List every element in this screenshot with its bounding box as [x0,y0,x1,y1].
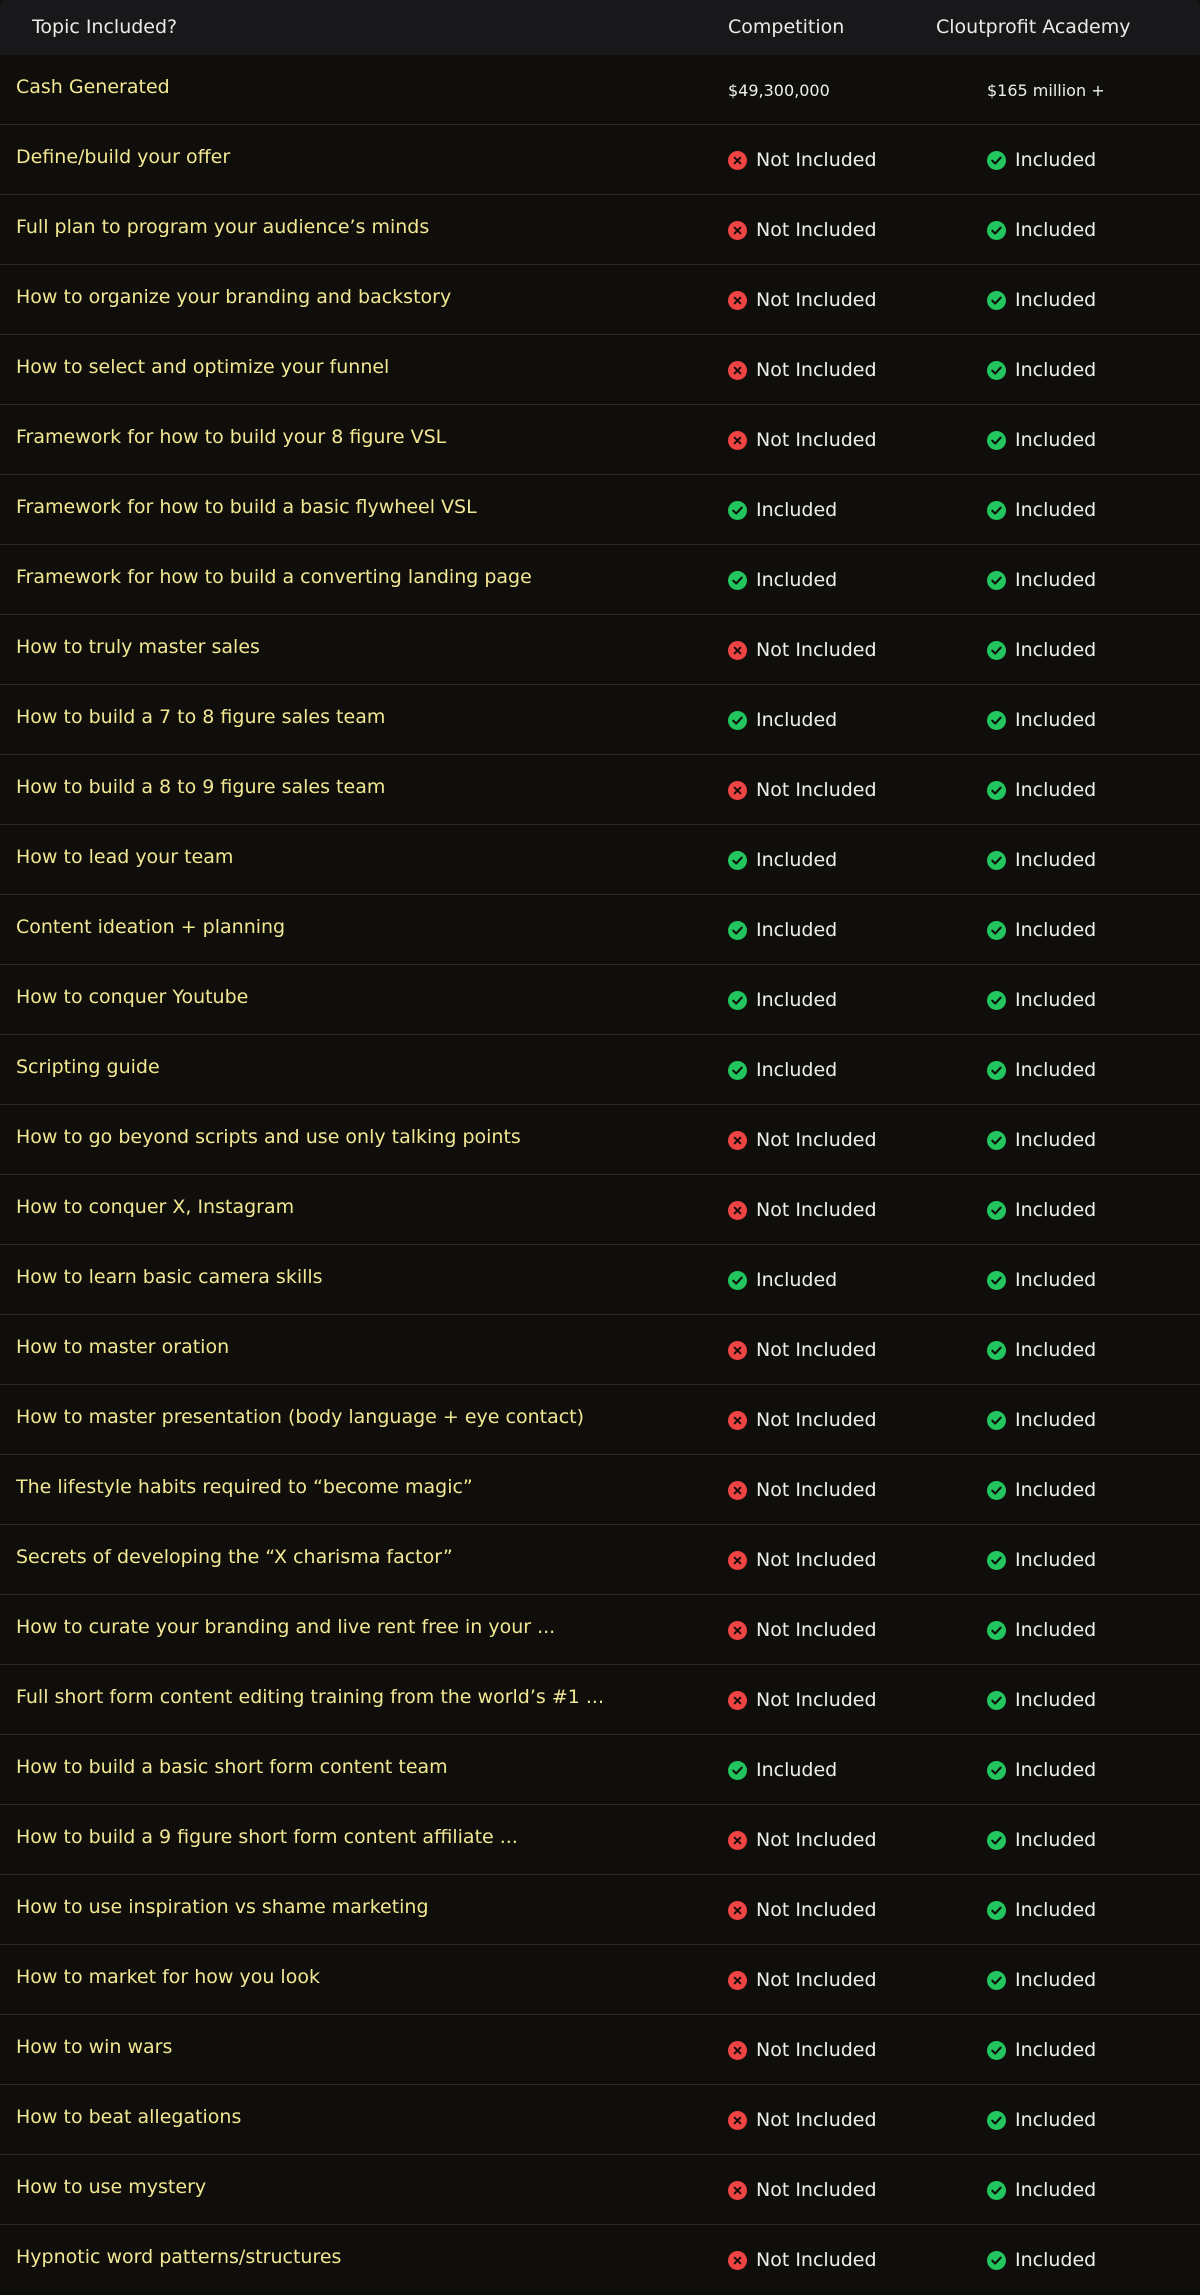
check-circle-icon [987,291,1006,310]
table-row [0,544,1200,614]
table-row [0,1104,1200,1174]
academy-status [987,358,1096,382]
x-circle-icon [728,641,747,660]
row-topic: Full plan to program your audience’s minds [16,216,430,238]
status-label: Included [1015,1829,1097,1851]
cash-generated-row [0,55,1200,124]
academy-status [987,1758,1096,1782]
x-circle-icon [728,431,747,450]
row-topic: How to master oration [16,1336,230,1358]
competition-status [728,2038,877,2062]
check-circle-icon [987,571,1006,590]
check-circle-icon [728,571,747,590]
x-circle-icon [728,1691,747,1710]
status-label: Included [756,499,838,521]
status-label: Not Included [756,1829,877,1851]
competition-status [728,1408,877,1432]
check-circle-icon [987,1971,1006,1990]
table-row [0,754,1200,824]
check-circle-icon [987,1341,1006,1360]
academy-status [987,1198,1096,1222]
check-circle-icon [987,2181,1006,2200]
status-label: Included [1015,1619,1097,1641]
table-row [0,334,1200,404]
check-circle-icon [987,1551,1006,1570]
competition-status [728,1128,877,1152]
competition-status [728,988,837,1012]
row-topic: How to use mystery [16,2176,207,2198]
x-circle-icon [728,151,747,170]
status-label: Included [1015,1269,1097,1291]
check-circle-icon [728,1061,747,1080]
row-topic: Framework for how to build a converting landing page [16,566,532,588]
status-label: Included [1015,1199,1097,1221]
table-row [0,1384,1200,1454]
check-circle-icon [987,1131,1006,1150]
row-topic: Cash Generated [16,76,170,98]
status-label: Not Included [756,359,877,381]
competition-status [728,2108,877,2132]
row-topic: How to master presentation (body language + eye contact) [16,1406,585,1428]
competition-status [728,498,837,522]
status-label: Not Included [756,289,877,311]
academy-status [987,1128,1096,1152]
academy-status [987,988,1096,1012]
x-circle-icon [728,1831,747,1850]
competition-status [728,638,877,662]
table-row [0,124,1200,194]
status-label: Not Included [756,1199,877,1221]
competition-status [728,288,877,312]
competition-status [728,1688,877,1712]
row-topic: How to truly master sales [16,636,260,658]
status-label: Included [1015,2109,1097,2131]
row-topic: How to beat allegations [16,2106,242,2128]
competition-status [728,428,877,452]
status-label: Included [756,989,838,1011]
table-row [0,474,1200,544]
check-circle-icon [987,711,1006,730]
table-row [0,1314,1200,1384]
status-label: Included [1015,2039,1097,2061]
header-academy: Cloutprofit Academy [936,16,1131,38]
check-circle-icon [987,151,1006,170]
x-circle-icon [728,1341,747,1360]
table-row [0,684,1200,754]
status-label: Not Included [756,639,877,661]
status-label: Included [756,849,838,871]
table-row [0,1524,1200,1594]
competition-status [728,1758,837,1782]
check-circle-icon [987,1061,1006,1080]
table-row [0,1804,1200,1874]
competition-status [728,1058,837,1082]
academy-status [987,568,1096,592]
check-circle-icon [987,1831,1006,1850]
row-topic: Full short form content editing training from the world’s #1 ... [16,1686,604,1708]
status-label: Included [1015,1899,1097,1921]
check-circle-icon [987,2041,1006,2060]
academy-status [987,2108,1096,2132]
header-competition: Competition [728,16,845,38]
competition-status [728,218,877,242]
competition-status [728,148,877,172]
competition-cash-value: $49,300,000 [728,80,830,100]
check-circle-icon [987,1761,1006,1780]
status-label: Included [756,709,838,731]
status-label: Included [1015,359,1097,381]
check-circle-icon [728,711,747,730]
academy-status [987,778,1096,802]
header-topic: Topic Included? [32,16,178,38]
academy-status [987,2178,1096,2202]
academy-status [987,708,1096,732]
table-row [0,824,1200,894]
academy-status [987,288,1096,312]
check-circle-icon [987,1201,1006,1220]
academy-status [987,1058,1096,1082]
status-label: Included [1015,1339,1097,1361]
table-row [0,894,1200,964]
row-topic: How to build a 7 to 8 figure sales team [16,706,386,728]
check-circle-icon [728,991,747,1010]
x-circle-icon [728,1481,747,1500]
table-row [0,2014,1200,2084]
check-circle-icon [987,991,1006,1010]
row-topic: How to build a 8 to 9 figure sales team [16,776,386,798]
check-circle-icon [987,431,1006,450]
status-label: Included [1015,779,1097,801]
academy-status [987,1618,1096,1642]
check-circle-icon [987,781,1006,800]
row-topic: How to build a basic short form content team [16,1756,448,1778]
competition-status [728,1828,877,1852]
row-topic: How to conquer X, Instagram [16,1196,295,1218]
status-label: Not Included [756,219,877,241]
academy-status [987,218,1096,242]
row-topic: How to learn basic camera skills [16,1266,323,1288]
competition-status [728,708,837,732]
x-circle-icon [728,1131,747,1150]
status-label: Included [1015,919,1097,941]
competition-status [728,1268,837,1292]
academy-status [987,1408,1096,1432]
x-circle-icon [728,1971,747,1990]
table-header [0,0,1200,55]
row-topic: How to use inspiration vs shame marketing [16,1896,429,1918]
academy-status [987,1548,1096,1572]
x-circle-icon [728,2111,747,2130]
row-topic: How to lead your team [16,846,234,868]
competition-status [728,1338,877,1362]
status-label: Included [1015,1059,1097,1081]
table-body [0,124,1200,2294]
status-label: Not Included [756,1969,877,1991]
competition-status [728,1968,877,1992]
table-row [0,614,1200,684]
row-topic: Define/build your offer [16,146,231,168]
check-circle-icon [987,2251,1006,2270]
status-label: Not Included [756,149,877,171]
status-label: Not Included [756,1129,877,1151]
competition-status [728,2178,877,2202]
table-row [0,2224,1200,2294]
academy-status [987,1828,1096,1852]
check-circle-icon [987,2111,1006,2130]
x-circle-icon [728,1201,747,1220]
status-label: Included [1015,849,1097,871]
academy-status [987,1968,1096,1992]
academy-status [987,918,1096,942]
status-label: Included [1015,289,1097,311]
check-circle-icon [728,501,747,520]
x-circle-icon [728,2181,747,2200]
row-topic: How to market for how you look [16,1966,320,1988]
row-topic: How to build a 9 figure short form content affiliate ... [16,1826,518,1848]
status-label: Included [1015,1479,1097,1501]
x-circle-icon [728,2041,747,2060]
status-label: Included [1015,639,1097,661]
academy-status [987,638,1096,662]
row-topic: Hypnotic word patterns/structures [16,2246,342,2268]
x-circle-icon [728,1621,747,1640]
check-circle-icon [728,921,747,940]
status-label: Not Included [756,1409,877,1431]
row-topic: How to conquer Youtube [16,986,249,1008]
x-circle-icon [728,291,747,310]
check-circle-icon [987,1481,1006,1500]
row-topic: Secrets of developing the “X charisma factor” [16,1546,453,1568]
check-circle-icon [987,641,1006,660]
table-row [0,2154,1200,2224]
academy-status [987,2248,1096,2272]
status-label: Included [1015,1689,1097,1711]
status-label: Not Included [756,779,877,801]
check-circle-icon [987,1901,1006,1920]
status-label: Not Included [756,2039,877,2061]
table-row [0,1944,1200,2014]
table-row [0,1664,1200,1734]
table-row [0,1454,1200,1524]
check-circle-icon [987,921,1006,940]
row-topic: How to curate your branding and live rent free in your ... [16,1616,556,1638]
row-topic: Scripting guide [16,1056,160,1078]
check-circle-icon [987,1411,1006,1430]
check-circle-icon [728,1761,747,1780]
academy-status [987,1688,1096,1712]
status-label: Included [1015,709,1097,731]
status-label: Included [756,919,838,941]
competition-status [728,1898,877,1922]
x-circle-icon [728,361,747,380]
x-circle-icon [728,1411,747,1430]
status-label: Included [1015,1549,1097,1571]
status-label: Included [1015,2249,1097,2271]
table-row [0,1244,1200,1314]
check-circle-icon [987,1691,1006,1710]
row-topic: How to go beyond scripts and use only talking points [16,1126,521,1148]
x-circle-icon [728,221,747,240]
status-label: Included [756,1059,838,1081]
status-label: Included [1015,499,1097,521]
status-label: Included [1015,149,1097,171]
competition-status [728,918,837,942]
status-label: Not Included [756,1479,877,1501]
status-label: Included [1015,1129,1097,1151]
table-row [0,1174,1200,1244]
academy-cash-value: $165 million + [987,80,1105,100]
status-label: Included [1015,2179,1097,2201]
x-circle-icon [728,1901,747,1920]
status-label: Included [756,1269,838,1291]
status-label: Included [1015,1409,1097,1431]
academy-status [987,428,1096,452]
academy-status [987,498,1096,522]
check-circle-icon [987,501,1006,520]
status-label: Not Included [756,1899,877,1921]
table-row [0,1034,1200,1104]
academy-status [987,148,1096,172]
row-topic: The lifestyle habits required to “become magic” [16,1476,473,1498]
check-circle-icon [987,361,1006,380]
competition-status [728,568,837,592]
status-label: Not Included [756,429,877,451]
status-label: Included [756,1759,838,1781]
status-label: Not Included [756,1689,877,1711]
status-label: Included [1015,1759,1097,1781]
x-circle-icon [728,1551,747,1570]
check-circle-icon [987,1621,1006,1640]
competition-status [728,1548,877,1572]
competition-status [728,848,837,872]
table-row [0,1874,1200,1944]
check-circle-icon [728,851,747,870]
academy-status [987,2038,1096,2062]
status-label: Included [1015,429,1097,451]
x-circle-icon [728,781,747,800]
status-label: Not Included [756,1339,877,1361]
status-label: Included [1015,219,1097,241]
check-circle-icon [728,1271,747,1290]
academy-status [987,1478,1096,1502]
status-label: Not Included [756,1619,877,1641]
row-topic: Framework for how to build your 8 figure VSL [16,426,447,448]
status-label: Included [1015,569,1097,591]
status-label: Not Included [756,2179,877,2201]
academy-status [987,1268,1096,1292]
table-row [0,1734,1200,1804]
row-topic: Content ideation + planning [16,916,286,938]
table-row [0,2084,1200,2154]
table-row [0,1594,1200,1664]
status-label: Included [1015,1969,1097,1991]
academy-status [987,1898,1096,1922]
table-row [0,964,1200,1034]
check-circle-icon [987,851,1006,870]
status-label: Not Included [756,1549,877,1571]
competition-status [728,2248,877,2272]
academy-status [987,1338,1096,1362]
competition-status [728,778,877,802]
row-topic: How to select and optimize your funnel [16,356,390,378]
status-label: Not Included [756,2249,877,2271]
row-topic: How to organize your branding and backstory [16,286,452,308]
academy-status [987,848,1096,872]
check-circle-icon [987,221,1006,240]
competition-status [728,1478,877,1502]
status-label: Included [1015,989,1097,1011]
competition-status [728,358,877,382]
status-label: Included [756,569,838,591]
check-circle-icon [987,1271,1006,1290]
x-circle-icon [728,2251,747,2270]
competition-status [728,1618,877,1642]
row-topic: How to win wars [16,2036,173,2058]
status-label: Not Included [756,2109,877,2131]
row-topic: Framework for how to build a basic flywheel VSL [16,496,477,518]
table-row [0,264,1200,334]
competition-status [728,1198,877,1222]
table-row [0,404,1200,474]
table-row [0,194,1200,264]
